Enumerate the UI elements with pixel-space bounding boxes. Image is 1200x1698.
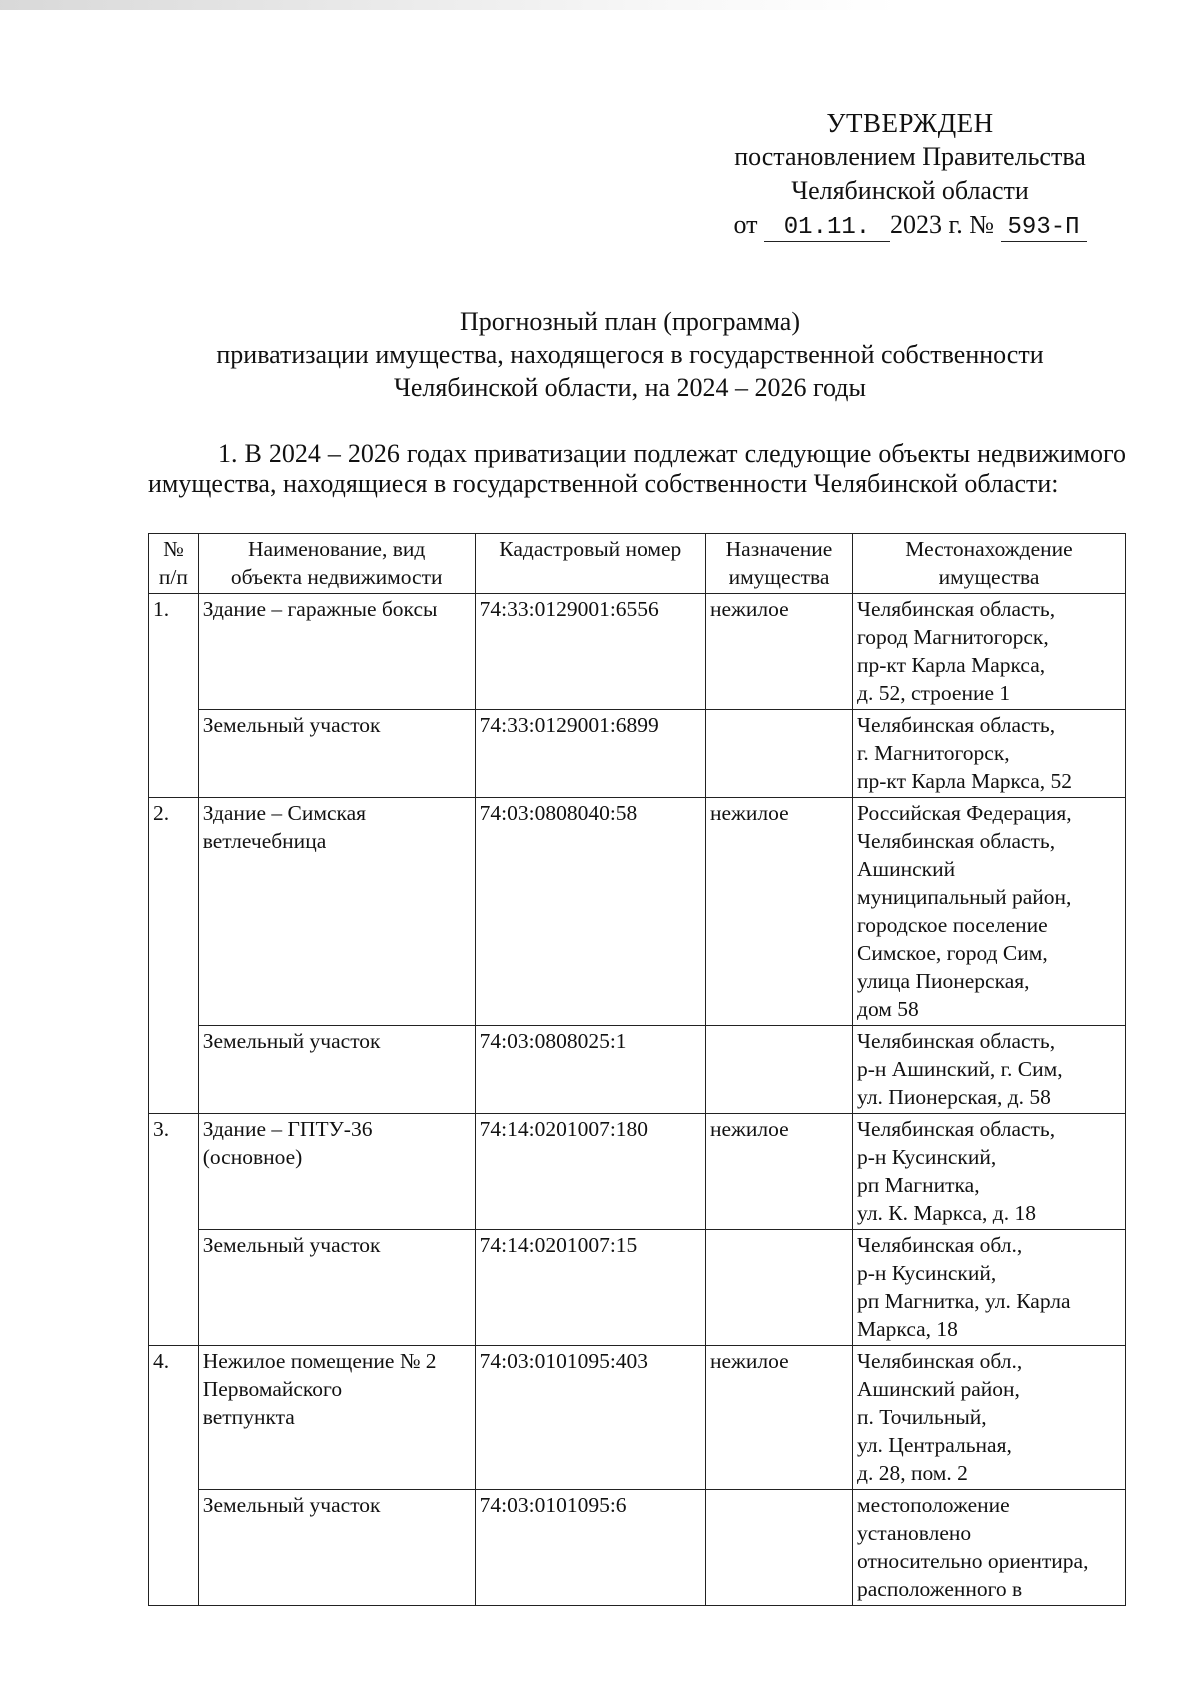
object-name: Земельный участок bbox=[198, 710, 475, 798]
approval-line-1: постановлением Правительства bbox=[734, 142, 1086, 171]
location: Челябинская область, г. Магнитогорск, пр-кт Карла Маркса, 52 bbox=[853, 710, 1126, 798]
purpose bbox=[705, 1026, 852, 1114]
row-number: 4. bbox=[149, 1346, 199, 1606]
location: Российская Федерация, Челябинская область, Ашинский муниципальный район, городское поселение Симское, город Сим, улица Пионерская, дом 58 bbox=[853, 798, 1126, 1026]
title-line-2: приватизации имущества, находящегося в государственной собственности bbox=[216, 340, 1044, 369]
purpose: нежилое bbox=[705, 798, 852, 1026]
title-line-3: Челябинской области, на 2024 – 2026 годы bbox=[393, 373, 867, 402]
purpose bbox=[705, 710, 852, 798]
date-prefix: от bbox=[733, 210, 758, 239]
location: Челябинская обл., Ашинский район, п. Точильный, ул. Центральная, д. 28, пом. 2 bbox=[853, 1346, 1126, 1490]
header-location: Местонахождение имущества bbox=[853, 534, 1126, 594]
purpose: нежилое bbox=[705, 1346, 852, 1490]
object-name: Здание – гаражные боксы bbox=[198, 594, 475, 710]
table-body bbox=[149, 594, 1126, 1606]
handwritten-number: 593-П bbox=[1001, 215, 1087, 242]
location: Челябинская область, р-н Кусинский, рп Магнитка, ул. К. Маркса, д. 18 bbox=[853, 1114, 1126, 1230]
location: Челябинская обл., р-н Кусинский, рп Магнитка, ул. Карла Маркса, 18 bbox=[853, 1230, 1126, 1346]
object-name: Здание – Симская ветлечебница bbox=[198, 798, 475, 1026]
table-row bbox=[149, 1026, 1126, 1114]
cadastral-number: 74:03:0101095:403 bbox=[475, 1346, 705, 1490]
cadastral-number: 74:33:0129001:6556 bbox=[475, 594, 705, 710]
table-row bbox=[149, 594, 1126, 710]
approval-heading: УТВЕРЖДЕН bbox=[826, 108, 994, 138]
table-row bbox=[149, 1230, 1126, 1346]
document-title bbox=[130, 305, 1130, 404]
approval-line-2: Челябинской области bbox=[791, 176, 1029, 205]
table-header-row bbox=[149, 534, 1126, 594]
cadastral-number: 74:03:0808040:58 bbox=[475, 798, 705, 1026]
cadastral-number: 74:14:0201007:15 bbox=[475, 1230, 705, 1346]
table-row bbox=[149, 710, 1126, 798]
location: Челябинская область, город Магнитогорск, пр-кт Карла Маркса, д. 52, строение 1 bbox=[853, 594, 1126, 710]
purpose bbox=[705, 1230, 852, 1346]
header-cadastral: Кадастровый номер bbox=[475, 534, 705, 594]
object-name: Земельный участок bbox=[198, 1230, 475, 1346]
purpose: нежилое bbox=[705, 594, 852, 710]
row-number: 2. bbox=[149, 798, 199, 1114]
header-name: Наименование, вид объекта недвижимости bbox=[198, 534, 475, 594]
header-purpose: Назначение имущества bbox=[705, 534, 852, 594]
cadastral-number: 74:03:0101095:6 bbox=[475, 1490, 705, 1606]
object-name: Земельный участок bbox=[198, 1026, 475, 1114]
object-name: Нежилое помещение № 2 Первомайского ветпункта bbox=[198, 1346, 475, 1490]
object-name: Здание – ГПТУ-36 (основное) bbox=[198, 1114, 475, 1230]
purpose: нежилое bbox=[705, 1114, 852, 1230]
cadastral-number: 74:03:0808025:1 bbox=[475, 1026, 705, 1114]
location: местоположение установлено относительно ориентира, расположенного в bbox=[853, 1490, 1126, 1606]
purpose bbox=[705, 1490, 852, 1606]
row-number: 1. bbox=[149, 594, 199, 798]
cadastral-number: 74:33:0129001:6899 bbox=[475, 710, 705, 798]
table-row bbox=[149, 1346, 1126, 1490]
approval-stamp-block bbox=[700, 106, 1120, 242]
scan-edge-artifact bbox=[0, 0, 900, 10]
table-row bbox=[149, 1490, 1126, 1606]
object-name: Земельный участок bbox=[198, 1490, 475, 1606]
location: Челябинская область, р-н Ашинский, г. Сим, ул. Пионерская, д. 58 bbox=[853, 1026, 1126, 1114]
property-table bbox=[148, 533, 1126, 1606]
year-text: 2023 г. № bbox=[889, 210, 995, 239]
row-number: 3. bbox=[149, 1114, 199, 1346]
title-line-1: Прогнозный план (программа) bbox=[460, 307, 800, 336]
approval-date-line bbox=[700, 208, 1120, 242]
handwritten-date: 01.11. bbox=[764, 215, 890, 242]
table-row bbox=[149, 798, 1126, 1026]
table-row bbox=[149, 1114, 1126, 1230]
header-num: № п/п bbox=[149, 534, 199, 594]
intro-paragraph: 1. В 2024 – 2026 годах приватизации подлежат следующие объекты недвижимого имущества, находящиеся в государственной собственности Челябинской области: bbox=[148, 439, 1126, 498]
cadastral-number: 74:14:0201007:180 bbox=[475, 1114, 705, 1230]
